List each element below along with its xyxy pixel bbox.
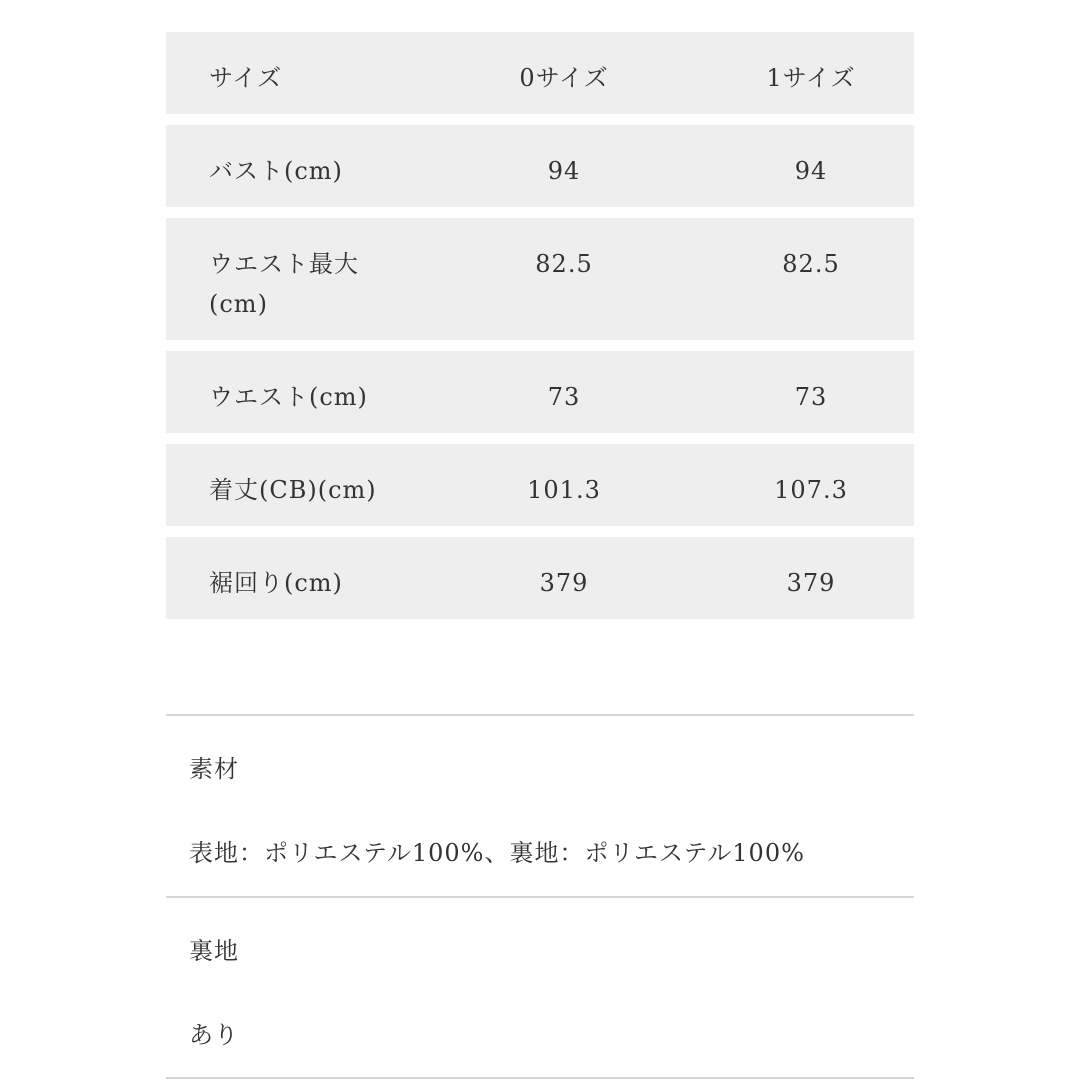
row-value-size-1: 94 xyxy=(794,157,828,185)
row-label-waist-max xyxy=(166,244,429,324)
row-value-size-0: 82.5 xyxy=(535,250,593,278)
row-label-waist-max-line1: ウエスト最大 xyxy=(209,250,359,278)
spec-heading-lining: 裏地 xyxy=(189,937,239,965)
table-row xyxy=(166,444,914,526)
row-value-size-0: 73 xyxy=(547,383,581,411)
row-label-bust: バスト(cm) xyxy=(209,157,343,185)
row-value-size-1: 82.5 xyxy=(782,250,840,278)
header-size-0: 0サイズ xyxy=(519,64,609,92)
spec-value-material: 表地：ポリエステル100%、裏地：ポリエステル100% xyxy=(189,839,805,867)
header-size-label: サイズ xyxy=(209,64,283,92)
table-row xyxy=(166,125,914,207)
size-table xyxy=(166,32,914,630)
row-label-length: 着丈(CB)(cm) xyxy=(209,476,377,504)
divider xyxy=(166,896,914,898)
row-value-size-1: 379 xyxy=(786,569,836,597)
row-label-waist: ウエスト(cm) xyxy=(209,383,368,411)
table-row xyxy=(166,351,914,433)
table-row xyxy=(166,218,914,340)
table-row xyxy=(166,537,914,619)
row-label-hem: 裾回り(cm) xyxy=(209,569,343,597)
spec-value-lining: あり xyxy=(189,1021,239,1049)
row-value-size-0: 94 xyxy=(547,157,581,185)
divider xyxy=(166,714,914,716)
size-table-header xyxy=(166,32,914,114)
divider xyxy=(166,1077,914,1079)
header-size-1: 1サイズ xyxy=(766,64,856,92)
row-value-size-0: 379 xyxy=(539,569,589,597)
row-value-size-1: 73 xyxy=(794,383,828,411)
row-value-size-1: 107.3 xyxy=(774,476,848,504)
row-value-size-0: 101.3 xyxy=(527,476,601,504)
spec-heading-material: 素材 xyxy=(189,755,239,783)
row-label-waist-max-line2: (cm) xyxy=(209,290,268,318)
